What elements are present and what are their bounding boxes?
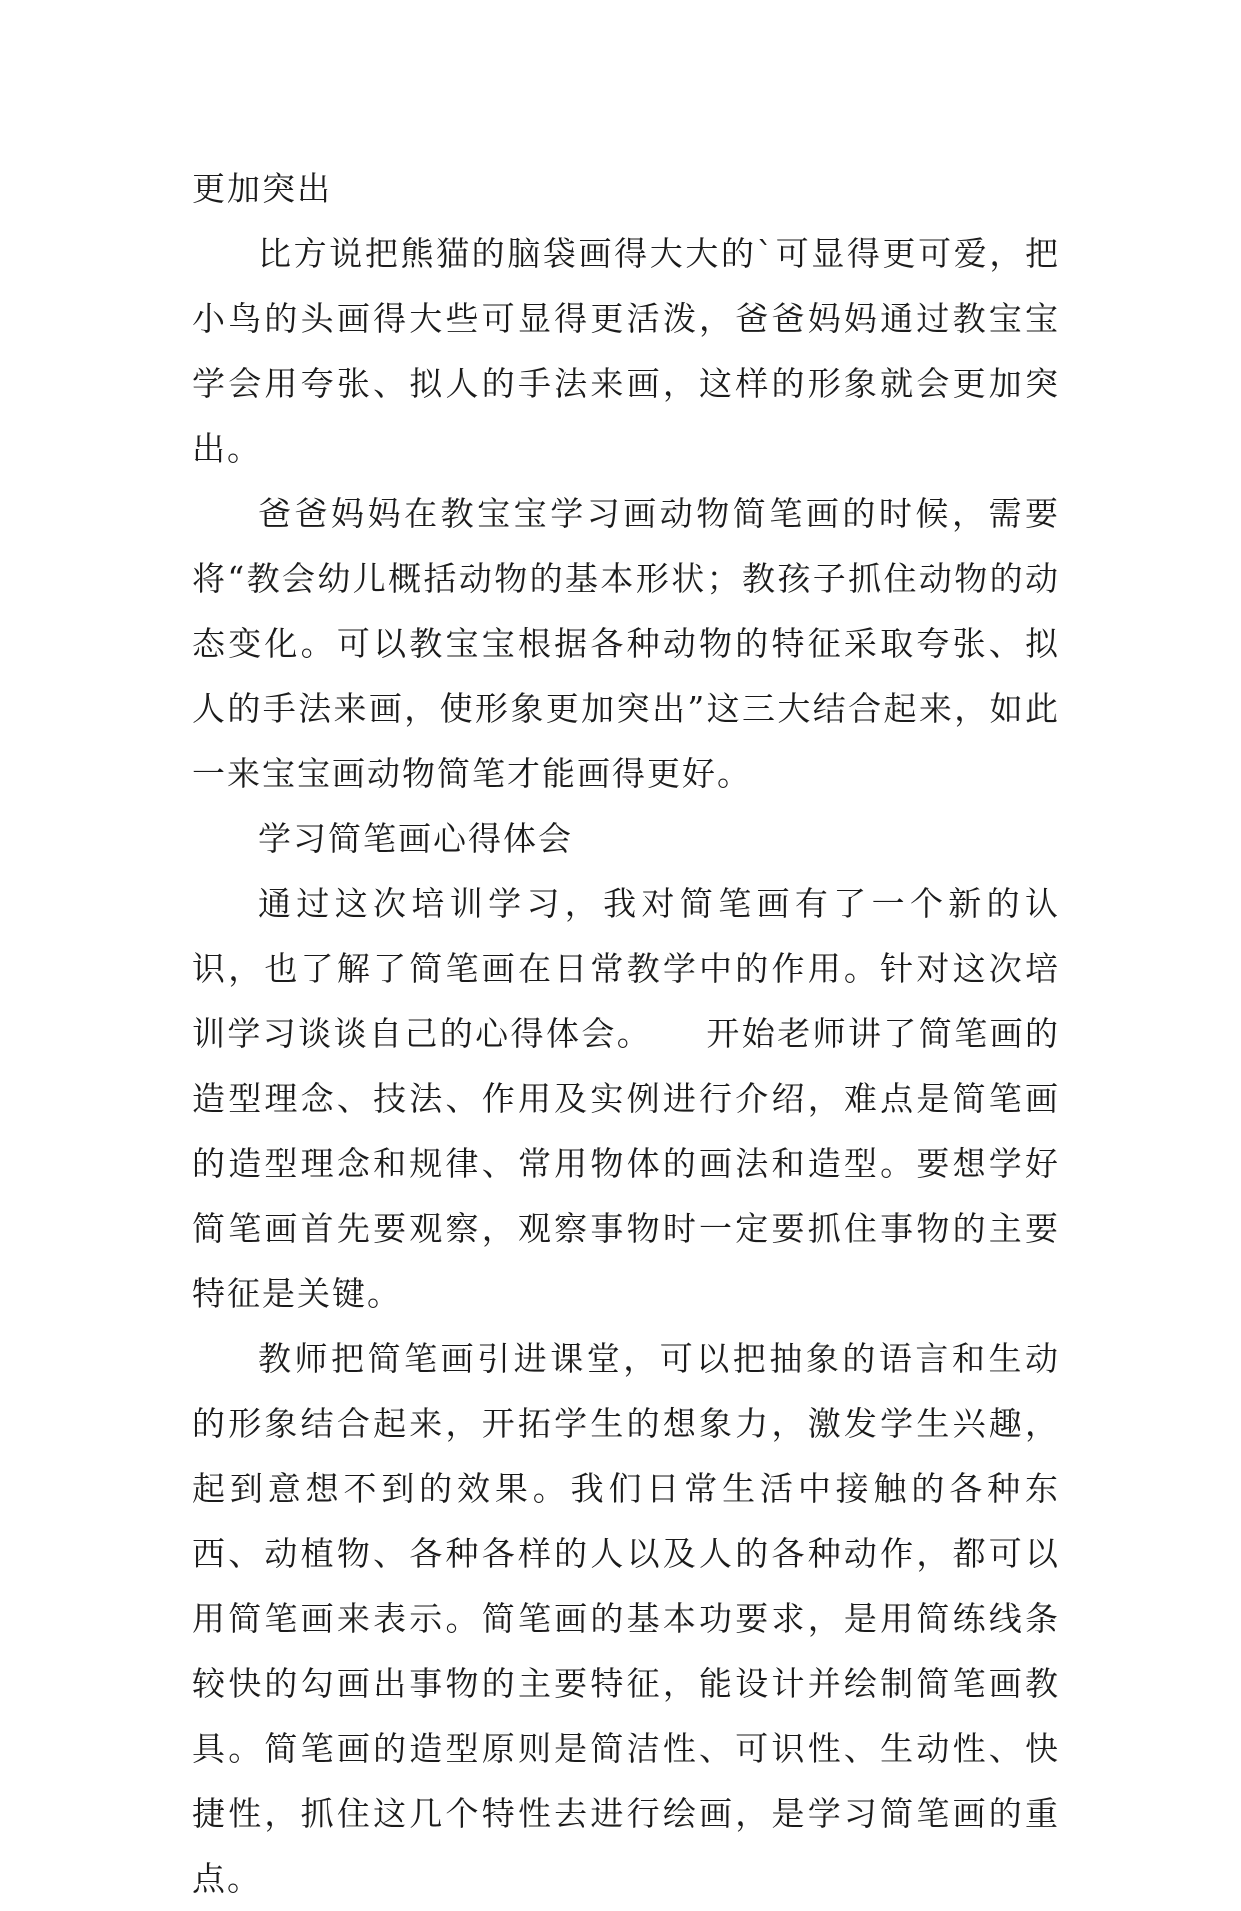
paragraph-1: 更加突出 bbox=[192, 169, 332, 208]
document-body bbox=[192, 156, 1060, 1911]
section-heading: 学习简笔画心得体会 bbox=[258, 819, 573, 858]
paragraph-5: 通过这次培训学习，我对简笔画有了一个新的认识，也了解了简笔画在日常教学中的作用。针对这次培训学习谈谈自己的心得体会。 开始老师讲了简笔画的造型理念、技法、作用及实例进行介绍，难点是简笔画的造型理念和规律、常用物体的画法和造型。要想学好简笔画首先要观察，观察事物时一定要抓住事物的主要特征是关键。 bbox=[192, 884, 1060, 1313]
paragraph-6: 教师把简笔画引进课堂，可以把抽象的语言和生动的形象结合起来，开拓学生的想象力，激发学生兴趣，起到意想不到的效果。我们日常生活中接触的各种东西、动植物、各种各样的人以及人的各种动作，都可以用简笔画来表示。简笔画的基本功要求，是用简练线条较快的勾画出事物的主要特征，能设计并绘制简笔画教具。简笔画的造型原则是简洁性、可识性、生动性、快捷性，抓住这几个特性去进行绘画，是学习简笔画的重点。 bbox=[192, 1339, 1060, 1898]
paragraph-2: 比方说把熊猫的脑袋画得大大的`可显得更可爱，把小鸟的头画得大些可显得更活泼，爸爸妈妈通过教宝宝学会用夸张、拟人的手法来画，这样的形象就会更加突出。 bbox=[192, 234, 1060, 468]
paragraph-3: 爸爸妈妈在教宝宝学习画动物简笔画的时候，需要将“教会幼儿概括动物的基本形状；教孩子抓住动物的动态变化。可以教宝宝根据各种动物的特征采取夸张、拟人的手法来画，使形象更加突出”这三大结合起来，如此一来宝宝画动物简笔才能画得更好。 bbox=[192, 494, 1060, 793]
